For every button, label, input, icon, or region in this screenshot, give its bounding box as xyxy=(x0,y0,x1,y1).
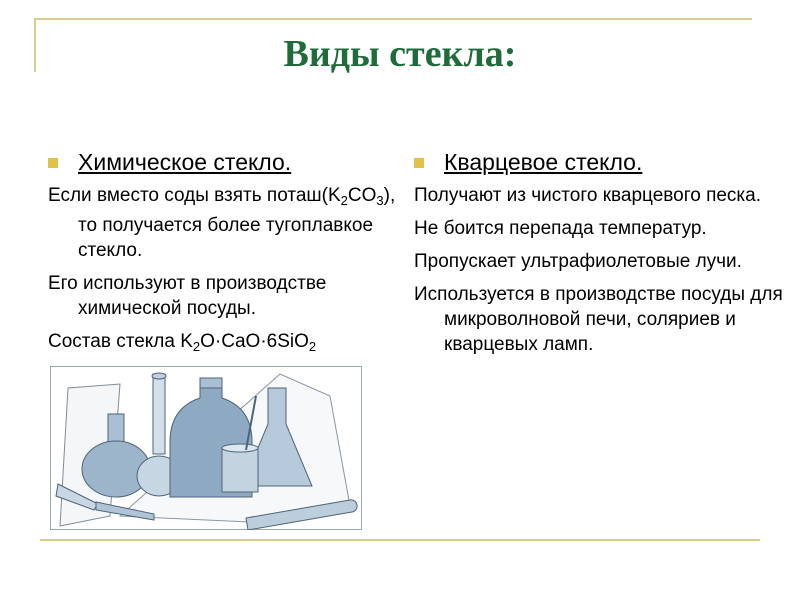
frame-bottom-line xyxy=(40,539,760,541)
right-paragraph-2: Не боится перепада температур. xyxy=(414,218,707,239)
right-heading-text: Кварцевое стекло. xyxy=(444,149,643,175)
text-run: CO xyxy=(347,185,377,206)
subscript: 2 xyxy=(192,339,201,354)
slide-title: Виды стекла: xyxy=(283,33,517,75)
left-paragraph-2: Его используют в производстве химической посуды. xyxy=(48,273,327,319)
left-heading xyxy=(48,150,398,175)
right-paragraph-3: Пропускает ультрафиолетовые лучи. xyxy=(414,251,742,272)
subscript: 2 xyxy=(340,193,348,208)
subscript: 2 xyxy=(308,339,317,354)
text-run: O·CaO·6SiO xyxy=(200,331,309,352)
laboratory-glassware-image xyxy=(50,366,362,530)
subscript: 3 xyxy=(376,193,384,208)
right-column xyxy=(414,150,784,365)
text-run: Если вместо соды взять поташ(K xyxy=(48,185,341,206)
frame-top-line xyxy=(34,18,752,20)
bullet-square-icon xyxy=(48,158,58,168)
right-heading xyxy=(414,150,784,175)
bullet-square-icon xyxy=(414,158,424,168)
text-run: ), то получается более тугоплавкое стекло. xyxy=(78,185,396,261)
left-heading-text: Химическое стекло. xyxy=(78,149,292,175)
right-paragraph-1: Получают из чистого кварцевого песка. xyxy=(414,185,762,206)
text-run: Состав стекла K xyxy=(48,331,193,352)
left-paragraph-1 xyxy=(48,183,398,263)
left-column xyxy=(48,150,398,367)
right-paragraph-4: Используется в производстве посуды для микроволновой печи, соляриев и кварцевых ламп. xyxy=(414,284,783,355)
left-paragraph-3 xyxy=(48,329,398,359)
